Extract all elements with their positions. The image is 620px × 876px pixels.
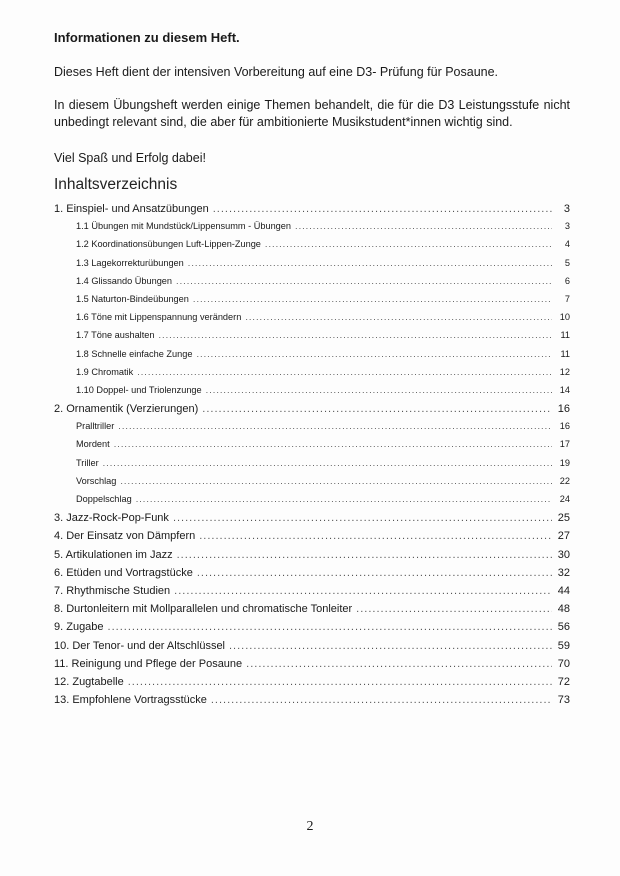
toc-entry[interactable] — [54, 494, 570, 512]
toc-entry-page: 7 — [564, 293, 570, 304]
toc-entry-page: 3 — [563, 203, 570, 215]
toc-dot-leader — [128, 676, 552, 688]
toc-entry-label: 11. Reinigung und Pflege der Posaune — [54, 657, 243, 670]
toc-entry-label: 1.5 Naturton-Bindeübungen — [76, 293, 189, 304]
toc-entry-label: 1.4 Glissando Übungen — [76, 275, 173, 286]
toc-entry[interactable] — [54, 476, 570, 494]
toc-entry[interactable] — [54, 367, 570, 385]
toc-entry-page: 30 — [557, 548, 570, 561]
toc-entry-label: Triller — [76, 457, 99, 468]
toc-entry-page: 14 — [559, 384, 570, 395]
toc-entry[interactable] — [54, 549, 570, 567]
toc-entry[interactable] — [54, 385, 570, 403]
toc-entry[interactable] — [54, 621, 570, 639]
toc-entry-page: 3 — [564, 221, 570, 232]
toc-entry[interactable] — [54, 294, 570, 312]
toc-entry-label: 12. Zugtabelle — [54, 675, 124, 688]
toc-entry-label: 1.10 Doppel- und Triolenzunge — [76, 384, 202, 395]
page-number: 2 — [306, 819, 314, 834]
toc-entry-label: 3. Jazz-Rock-Pop-Funk — [54, 512, 169, 525]
toc-dot-leader — [108, 621, 552, 633]
toc-entry-label: 1.2 Koordinationsübungen Luft-Lippen-Zunge — [76, 239, 261, 250]
toc-entry-page: 70 — [557, 657, 570, 670]
toc-entry-page: 59 — [557, 639, 570, 652]
toc-dot-leader — [103, 458, 552, 468]
toc-entry-label: Mordent — [76, 439, 110, 450]
toc-entry[interactable] — [54, 276, 570, 294]
toc-entry-page: 25 — [557, 512, 570, 525]
toc-entry-label: 9. Zugabe — [54, 621, 104, 634]
toc-entry-label: 6. Etüden und Vortragstücke — [54, 566, 193, 579]
toc-dot-leader — [265, 239, 552, 249]
toc-entry-page: 10 — [559, 312, 570, 323]
toc-entry-label: Doppelschlag — [76, 494, 132, 504]
toc-entry-page: 72 — [557, 675, 570, 688]
toc-dot-leader — [245, 312, 552, 322]
toc-entry[interactable] — [54, 421, 570, 439]
toc-entry-label: 8. Durtonleitern mit Mollparallelen und chromatische Tonleiter — [54, 603, 353, 616]
toc-dot-leader — [356, 603, 552, 615]
toc-dot-leader — [120, 476, 552, 486]
toc-dot-leader — [159, 330, 553, 340]
toc-entry-label: 1.8 Schnelle einfache Zunge — [76, 348, 193, 359]
toc-entry-page: 4 — [564, 239, 570, 250]
toc-entry[interactable] — [54, 403, 570, 421]
toc-entry-label: 1.7 Töne aushalten — [76, 330, 155, 341]
toc-entry[interactable] — [54, 640, 570, 658]
toc-entry-page: 32 — [557, 566, 570, 579]
toc-entry-page: 5 — [564, 257, 570, 268]
toc-entry-label: 13. Empfohlene Vortragsstücke — [54, 694, 207, 707]
toc-dot-leader — [197, 567, 552, 579]
toc-dot-leader — [174, 585, 552, 597]
toc-entry-label: Vorschlag — [76, 475, 117, 486]
toc-entry-page: 48 — [557, 603, 570, 616]
toc-entry[interactable] — [54, 239, 570, 257]
toc-dot-leader — [211, 694, 552, 706]
toc-entry[interactable] — [54, 203, 570, 221]
toc-dot-leader — [137, 367, 552, 377]
toc-entry-label: 4. Der Einsatz von Dämpfern — [54, 530, 196, 543]
toc-entry-page: 16 — [557, 403, 570, 416]
toc-entry-label: Pralltriller — [76, 421, 115, 432]
toc-entry[interactable] — [54, 221, 570, 239]
toc-entry-label: 1.9 Chromatik — [76, 366, 134, 377]
info-heading: Informationen zu diesem Heft. — [54, 30, 240, 45]
toc-entry-page: 12 — [559, 366, 570, 377]
toc-dot-leader — [188, 258, 552, 268]
toc-dot-leader — [229, 640, 552, 652]
toc-entry-page: 27 — [557, 530, 570, 543]
toc-entry-page: 11 — [560, 348, 570, 359]
toc-entry-page: 16 — [559, 421, 570, 432]
toc-entry[interactable] — [54, 330, 570, 348]
toc-entry-page: 11 — [560, 330, 570, 341]
toc-entry[interactable] — [54, 439, 570, 457]
table-of-contents — [54, 203, 570, 712]
toc-entry-label: 5. Artikulationen im Jazz — [54, 548, 173, 561]
toc-entry-page: 19 — [559, 457, 570, 468]
toc-entry[interactable] — [54, 676, 570, 694]
toc-dot-leader — [193, 294, 552, 304]
toc-entry-page: 17 — [559, 439, 570, 450]
toc-entry-page: 22 — [559, 475, 570, 486]
toc-entry-page: 6 — [564, 275, 570, 286]
toc-entry-label: 2. Ornamentik (Verzierungen) — [54, 403, 199, 416]
toc-entry[interactable] — [54, 694, 570, 712]
toc-entry-label: 1.3 Lagekorrekturübungen — [76, 257, 184, 268]
toc-dot-leader — [136, 494, 552, 504]
toc-entry-label: 1.6 Töne mit Lippenspannung verändern — [76, 312, 242, 323]
toc-dot-leader — [295, 221, 552, 231]
toc-dot-leader — [118, 421, 552, 431]
toc-dot-leader — [213, 203, 552, 215]
toc-dot-leader — [246, 658, 552, 670]
toc-entry-label: 1. Einspiel- und Ansatzübungen — [54, 203, 209, 215]
toc-entry[interactable] — [54, 603, 570, 621]
toc-entry-page: 44 — [557, 584, 570, 597]
toc-dot-leader — [173, 512, 552, 524]
toc-dot-leader — [114, 439, 552, 449]
toc-entry-page: 73 — [557, 694, 570, 707]
toc-entry-label: 10. Der Tenor- und der Altschlüssel — [54, 639, 225, 652]
toc-entry[interactable] — [54, 258, 570, 276]
toc-entry[interactable] — [54, 349, 570, 367]
topics-paragraph: In diesem Übungsheft werden einige Themen behandelt, die für die D3 Leistungsstufe nicht unbedingt relevant sind, die aber für ambitionierte Musikstudent*innen wichtig sind. — [54, 98, 570, 129]
toc-entry-label: 1.1 Übungen mit Mundstück/Lippensumm - Übungen — [76, 221, 292, 232]
toc-entry[interactable] — [54, 567, 570, 585]
intro-paragraph: Dieses Heft dient der intensiven Vorbereitung auf eine D3- Prüfung für Posaune. — [54, 65, 499, 79]
toc-entry[interactable] — [54, 658, 570, 676]
toc-entry[interactable] — [54, 458, 570, 476]
toc-entry[interactable] — [54, 312, 570, 330]
toc-dot-leader — [177, 549, 552, 561]
toc-entry[interactable] — [54, 530, 570, 548]
toc-dot-leader — [206, 385, 552, 395]
greeting-paragraph: Viel Spaß und Erfolg dabei! — [54, 151, 206, 165]
toc-dot-leader — [202, 403, 552, 415]
toc-entry-page: 24 — [559, 494, 570, 504]
toc-dot-leader — [196, 349, 552, 359]
toc-title: Inhaltsverzeichnis — [54, 176, 178, 193]
toc-entry[interactable] — [54, 512, 570, 530]
toc-dot-leader — [176, 276, 552, 286]
toc-dot-leader — [199, 530, 552, 542]
toc-entry-page: 56 — [557, 621, 570, 634]
toc-entry-label: 7. Rhythmische Studien — [54, 584, 171, 597]
toc-entry[interactable] — [54, 585, 570, 603]
